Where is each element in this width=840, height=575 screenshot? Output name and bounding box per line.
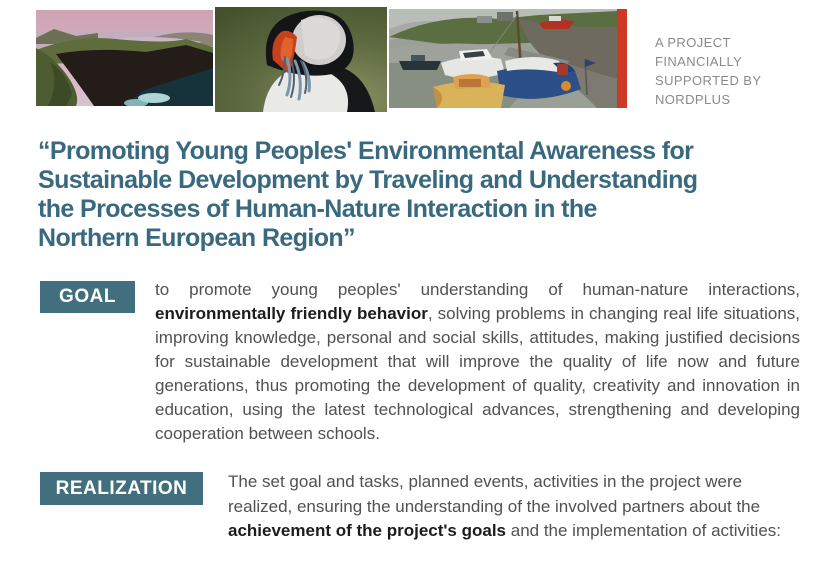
realization-label: REALIZATION: [40, 472, 203, 505]
project-title: [38, 137, 828, 253]
sponsor-line: A PROJECT: [655, 35, 731, 50]
harbor-illustration: [389, 9, 617, 108]
sponsor-line: FINANCIALLY: [655, 54, 743, 69]
goal-text-after: , solving problems in changing real life situations, improving knowledge, personal and social skills, attitudes, making justified decisions for sustainable development that will improve the quality of life now and future generations, thus promoting the development of quality, creativity and innovation in education, using the latest technological advances, strengthening and developing cooperation between schools.: [155, 304, 800, 443]
goal-label: GOAL: [40, 281, 135, 313]
photo-cliff-landscape: [36, 10, 213, 106]
title-line: Northern European Region”: [38, 224, 355, 252]
sponsor-line: SUPPORTED BY: [655, 73, 762, 88]
cliff-landscape-illustration: [36, 10, 213, 106]
realization-text-before: The set goal and tasks, planned events, activities in the project were realized, ensuring the understanding of the involved partners about the: [228, 472, 761, 516]
photo-harbor-boats: [389, 9, 617, 108]
title-line: the Processes of Human-Nature Interaction in the: [38, 195, 597, 223]
realization-text-after: and the implementation of activities:: [506, 521, 781, 540]
goal-text-before: to promote young peoples' understanding of human-nature interactions,: [155, 280, 800, 299]
realization-paragraph: [228, 470, 806, 544]
title-line: “Promoting Young Peoples' Environmental Awareness for: [38, 137, 694, 165]
realization-text-bold: achievement of the project's goals: [228, 521, 507, 540]
title-line: Sustainable Development by Traveling and Understanding: [38, 166, 698, 194]
goal-text-bold: environmentally friendly behavior: [155, 304, 428, 323]
red-accent-stripe: [617, 9, 627, 108]
sponsor-note: [655, 33, 761, 109]
goal-paragraph: [155, 278, 800, 446]
puffin-illustration: [215, 7, 387, 112]
sponsor-line: NORDPLUS: [655, 92, 731, 107]
photo-puffin: [215, 7, 387, 112]
